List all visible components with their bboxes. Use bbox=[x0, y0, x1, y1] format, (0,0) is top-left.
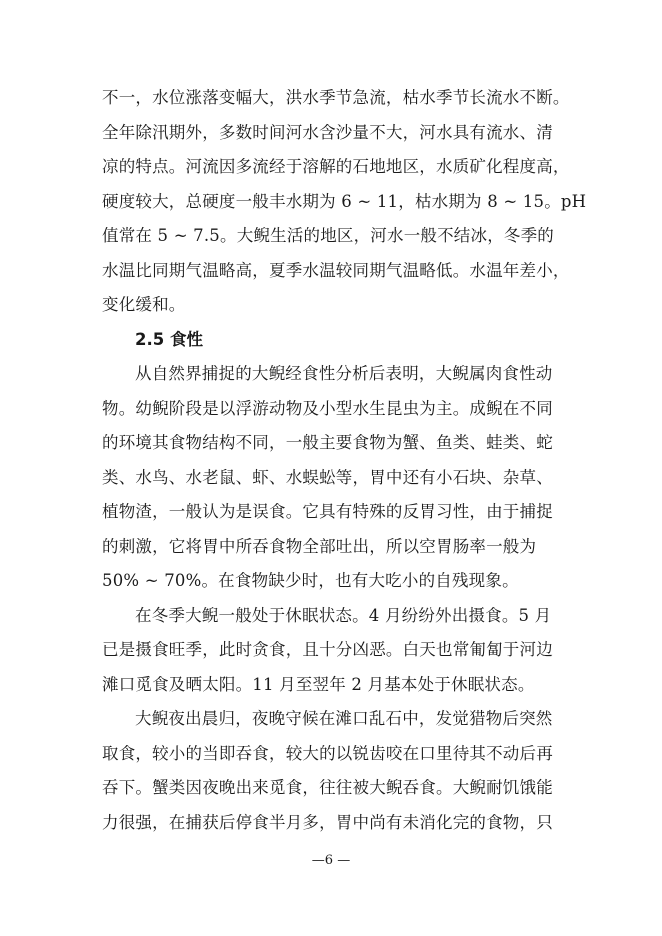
body-text-line: 物。幼鲵阶段是以浮游动物及小型水生昆虫为主。成鲵在不同 bbox=[102, 399, 553, 418]
body-text-line: 吞下。蟹类因夜晚出来觅食，往往被大鲵吞食。大鲵耐饥饿能 bbox=[102, 778, 553, 797]
body-text-line: 的环境其食物结构不同，一般主要食物为蟹、鱼类、蛙类、蛇 bbox=[102, 433, 553, 452]
body-text-line: 50% ~ 70%。在食物缺少时，也有大吃小的自残现象。 bbox=[102, 571, 519, 590]
section-heading: 2.5 食性 bbox=[135, 330, 203, 349]
body-text-line: 水温比同期气温略高，夏季水温较同期气温略低。水温年差小， bbox=[102, 261, 570, 280]
body-text-line: 取食，较小的当即吞食，较大的以锐齿咬在口里待其不动后再 bbox=[102, 744, 553, 763]
body-text-line: 力很强，在捕获后停食半月多，胃中尚有未消化完的食物，只 bbox=[102, 813, 553, 832]
body-text-line: 不一，水位涨落变幅大，洪水季节急流，枯水季节长流水不断。 bbox=[102, 88, 570, 107]
body-text-line: 全年除汛期外，多数时间河水含沙量不大，河水具有流水、清 bbox=[102, 123, 553, 142]
body-text-line: 已是摄食旺季，此时贪食，且十分凶恶。白天也常匍匐于河边 bbox=[102, 640, 553, 659]
body-text-line: 植物渣，一般认为是误食。它具有特殊的反胃习性，由于捕捉 bbox=[102, 502, 553, 521]
body-text-line: 滩口觅食及晒太阳。11 月至翌年 2 月基本处于休眠状态。 bbox=[102, 675, 535, 694]
paragraph-first-line: 大鲵夜出晨归，夜晚守候在滩口乱石中，发觉猎物后突然 bbox=[135, 709, 553, 728]
body-text-line: 凉的特点。河流因多流经于溶解的石地地区，水质矿化程度高， bbox=[102, 157, 570, 176]
body-text-line: 的刺激，它将胃中所吞食物全部吐出，所以空胃肠率一般为 bbox=[102, 537, 537, 556]
body-text-line: 硬度较大，总硬度一般丰水期为 6 ~ 11，枯水期为 8 ~ 15。pH bbox=[102, 192, 587, 211]
paragraph-first-line: 从自然界捕捉的大鲵经食性分析后表明，大鲵属肉食性动 bbox=[135, 364, 553, 383]
body-text-line: 值常在 5 ~ 7.5。大鲵生活的地区，河水一般不结冰，冬季的 bbox=[102, 226, 554, 245]
paragraph-first-line: 在冬季大鲵一般处于休眠状态。4 月纷纷外出摄食。5 月 bbox=[135, 606, 552, 625]
page-number: —6 — bbox=[311, 853, 351, 868]
body-text-line: 类、水鸟、水老鼠、虾、水蜈蚣等，胃中还有小石块、杂草、 bbox=[102, 468, 553, 487]
body-text-line: 变化缓和。 bbox=[102, 295, 186, 314]
